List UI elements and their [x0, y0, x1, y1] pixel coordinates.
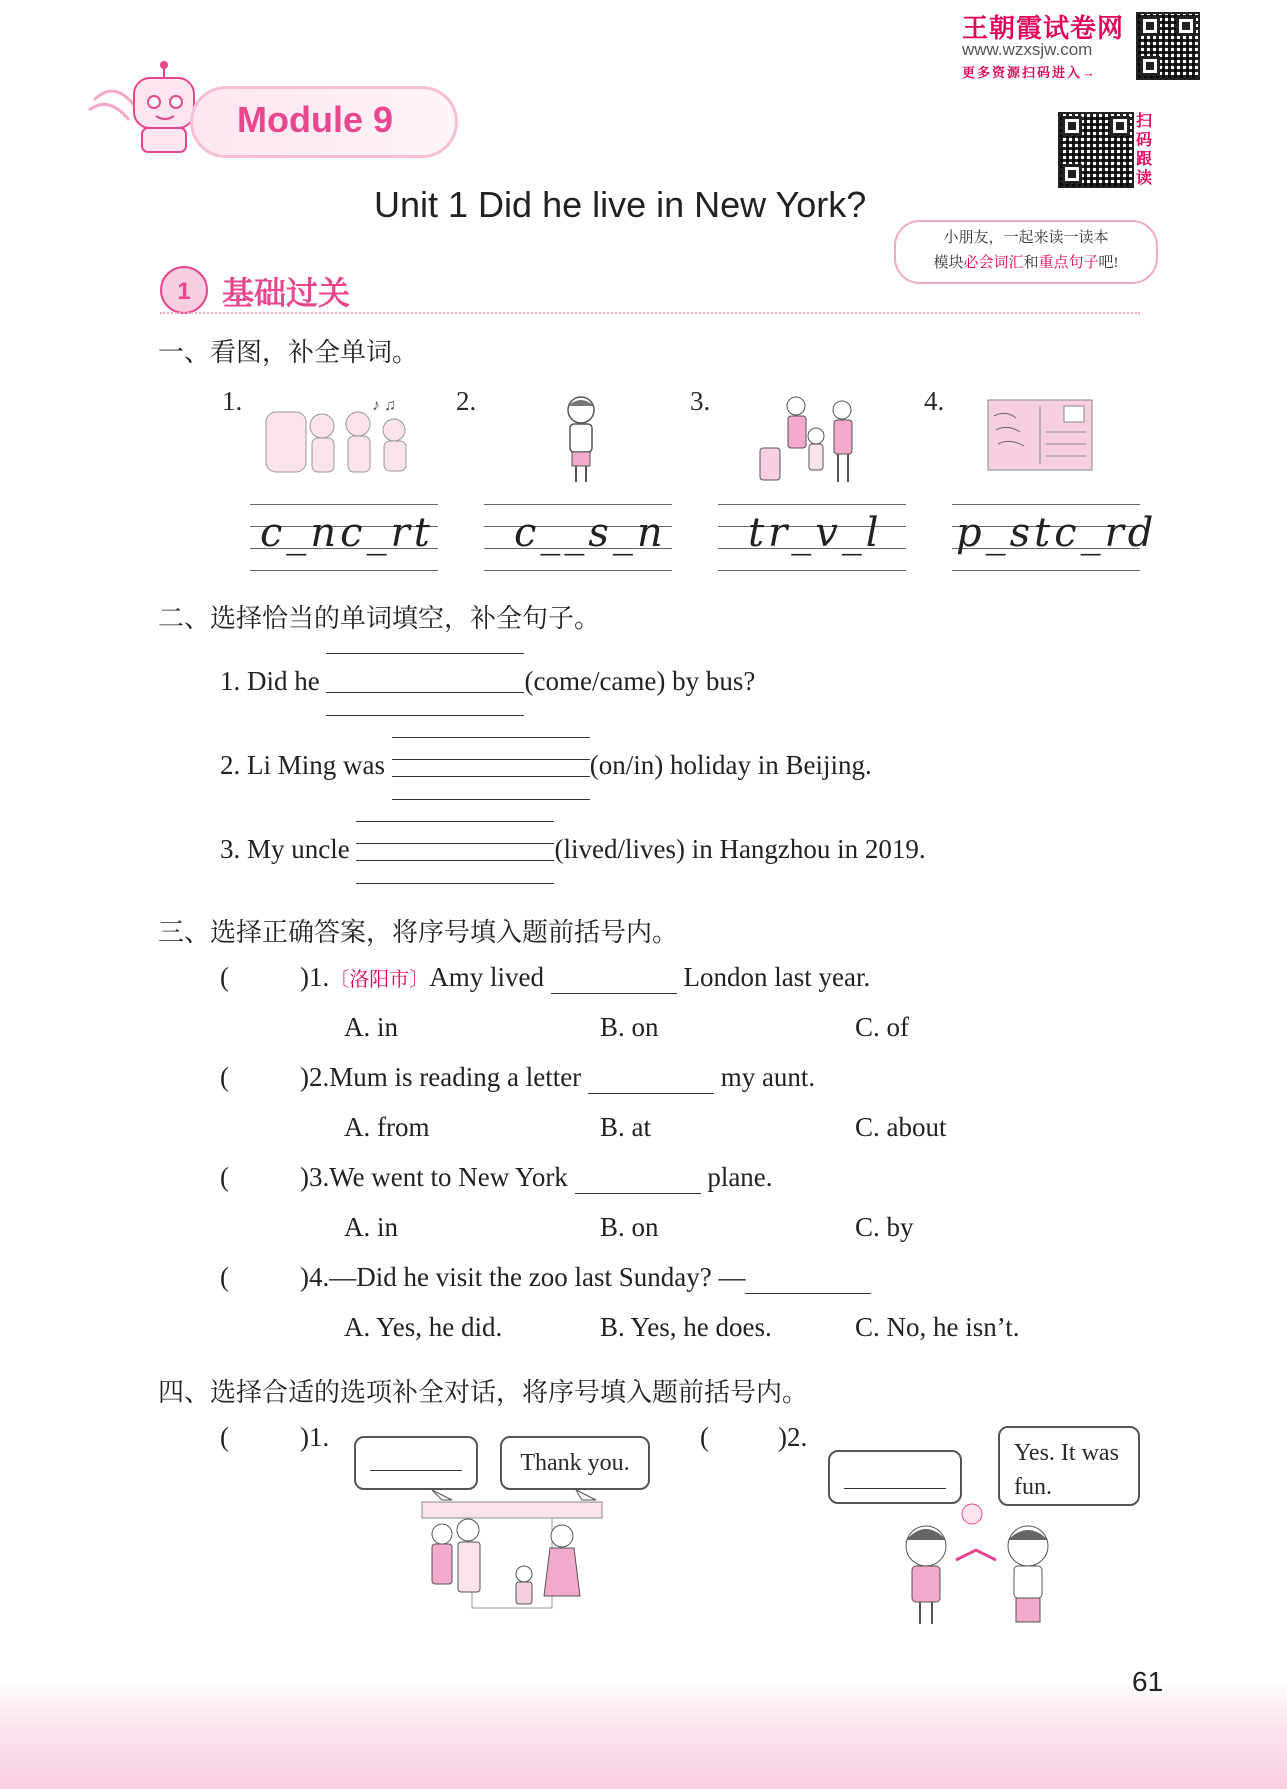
option-b: B. at [600, 1112, 651, 1142]
speech-bubble-blank[interactable] [354, 1436, 478, 1490]
word-puzzle: tr_v_l [748, 510, 883, 556]
part2-title: 二、选择恰当的单词填空，补全句子。 [158, 604, 601, 634]
word-puzzle: p_stc_rd [956, 510, 1158, 556]
section-badge-icon [158, 264, 210, 316]
fill-blank[interactable] [326, 669, 524, 699]
option-a: A. from [344, 1112, 430, 1142]
writing-lines[interactable] [718, 504, 906, 572]
option-b: B. on [600, 1212, 659, 1242]
brand-url[interactable]: www.wzxsjw.com [962, 40, 1093, 59]
qr-code-icon[interactable] [1136, 12, 1200, 80]
answer-paren-open[interactable]: ( [700, 1422, 709, 1452]
answer-paren-open[interactable]: ( [220, 1422, 229, 1452]
scan-read-label: 扫 码 跟 读 [1136, 113, 1153, 187]
travel-family-picture [754, 392, 864, 488]
brand-title[interactable]: 王朝霞试卷网 [962, 13, 1125, 43]
postcard-picture [986, 398, 1094, 472]
page-footer-band [0, 1679, 1287, 1789]
answer-blank[interactable] [551, 962, 677, 994]
option-c: C. of [855, 1012, 909, 1042]
fill-blank[interactable] [392, 753, 590, 783]
part1-title: 一、看图，补全单词。 [158, 338, 419, 368]
speech-bubble-reply: Yes. It was fun. [998, 1426, 1140, 1506]
module-banner [190, 86, 458, 158]
dialogue-1-number: )1. [300, 1422, 330, 1452]
section-divider [160, 312, 1140, 314]
bubble-line-2: 模块必会词汇和重点句子吧! [933, 255, 1119, 271]
option-a: A. Yes, he did. [344, 1312, 503, 1342]
part3-title: 三、选择正确答案，将序号填入题前括号内。 [158, 918, 679, 948]
fill-blank[interactable] [356, 837, 554, 867]
svg-text:♪ ♫: ♪ ♫ [372, 397, 396, 414]
region-tag: 〔洛阳市〕 [329, 969, 430, 991]
svg-text:1: 1 [177, 278, 191, 305]
option-a: A. in [344, 1012, 398, 1042]
writing-lines[interactable] [952, 504, 1158, 572]
mc-question-2: )2.Mum is reading a letter my aunt. [300, 1062, 816, 1092]
writing-lines[interactable] [250, 504, 438, 572]
part2-sentence-2: 2. Li Ming was (on/in) holiday in Beijing. [220, 750, 872, 783]
module-label: Module 9 [237, 99, 394, 140]
answer-blank[interactable] [588, 1062, 714, 1094]
answer-blank[interactable] [745, 1262, 871, 1294]
word-puzzle: c__s_n [514, 510, 667, 556]
children-talking-picture [886, 1500, 1076, 1630]
answer-paren-open[interactable]: ( [220, 1062, 229, 1092]
section-heading: 基础过关 [222, 275, 351, 311]
mc-question-4: )4.—Did he visit the zoo last Sunday? — [300, 1262, 871, 1294]
answer-blank[interactable] [575, 1162, 701, 1194]
option-c: C. by [855, 1212, 914, 1242]
part1-item-number: 2. [456, 386, 477, 416]
option-c: C. No, he isn’t. [855, 1312, 1020, 1342]
page-number: 61 [1132, 1666, 1164, 1697]
part1-item-number: 1. [222, 386, 243, 416]
bubble-line-1: 小朋友，一起来读一读本 [943, 230, 1109, 246]
option-b: B. Yes, he does. [600, 1312, 772, 1342]
answer-paren-open[interactable]: ( [220, 1262, 229, 1292]
option-b: B. on [600, 1012, 659, 1042]
word-puzzle: c_nc_rt [260, 510, 434, 556]
part1-item-number: 4. [924, 386, 945, 416]
brand-more-text: 更多资源扫码进入→ [962, 65, 1098, 80]
option-c: C. about [855, 1112, 947, 1142]
concert-picture [262, 394, 422, 480]
answer-paren-open[interactable]: ( [220, 1162, 229, 1192]
part2-sentence-1: 1. Did he (come/came) by bus? [220, 666, 755, 699]
part4-title: 四、选择合适的选项补全对话，将序号填入题前括号内。 [158, 1378, 809, 1408]
read-together-bubble [894, 220, 1158, 284]
unit-title: Unit 1 Did he live in New York? [374, 184, 867, 225]
dialogue-2-number: )2. [778, 1422, 808, 1452]
cousin-boy-picture [556, 394, 606, 486]
speech-bubble-reply: Thank you. [500, 1436, 650, 1490]
scan-read-qr-icon[interactable] [1058, 112, 1134, 188]
writing-lines[interactable] [484, 504, 672, 572]
option-a: A. in [344, 1212, 398, 1242]
family-at-gate-picture [412, 1484, 612, 1624]
answer-paren-open[interactable]: ( [220, 962, 229, 992]
mc-question-1: )1.〔洛阳市〕Amy lived London last year. [300, 962, 871, 992]
mc-question-3: )3.We went to New York plane. [300, 1162, 773, 1192]
speech-bubble-blank[interactable] [828, 1450, 962, 1504]
part2-sentence-3: 3. My uncle (lived/lives) in Hangzhou in 2019. [220, 834, 926, 867]
part1-item-number: 3. [690, 386, 711, 416]
